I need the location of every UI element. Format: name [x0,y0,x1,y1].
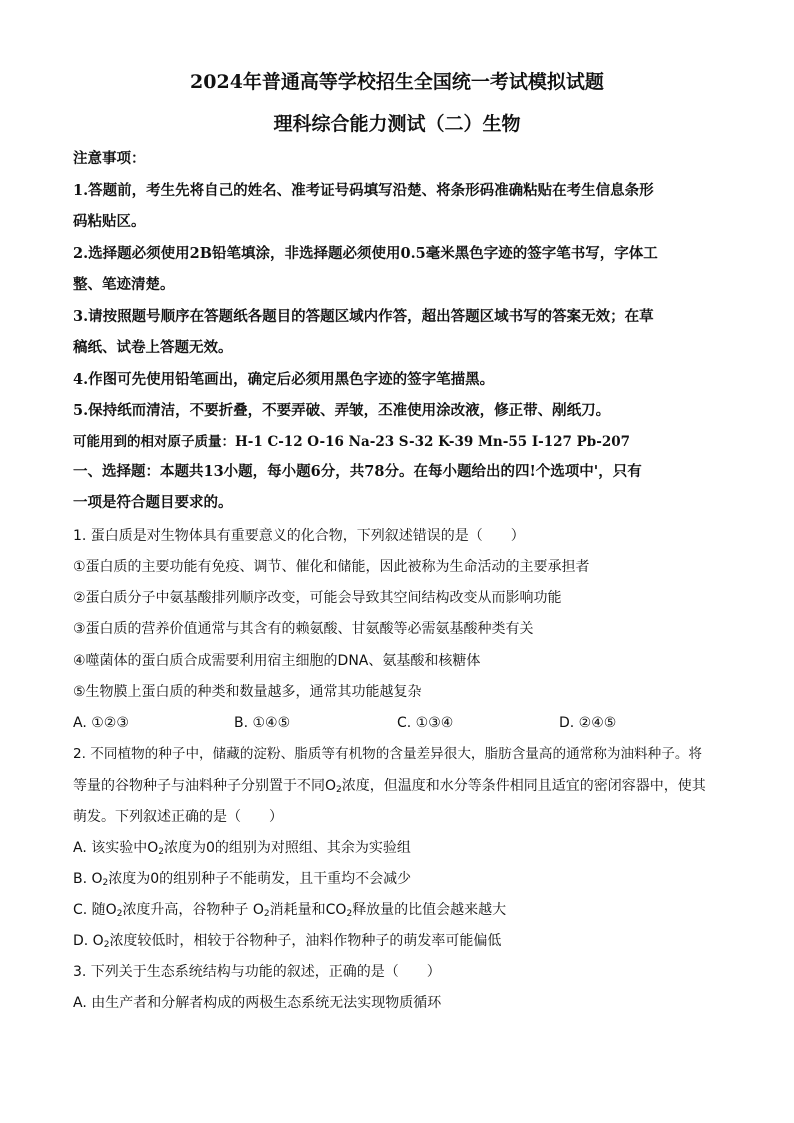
q1-statement-3: ③蛋白质的营养价值通常与其含有的赖氨酸、甘氨酸等必需氨基酸种类有关 [73,621,534,637]
q1-option-a: A. ①②③ [73,715,129,731]
q1-option-b: B. ①④⑤ [234,715,291,731]
notice-item-3b: 稿纸、试卷上答题无效。 [73,339,233,356]
section-heading-2: 一项是符合题目要求的。 [73,494,233,511]
q2-option-c: C. 随$O_2$浓度升高，谷物种子 $O_2$消耗量和$CO_2$释放量的比值会越来越大 [73,902,507,919]
q1-statement-4: ④噬菌体的蛋白质合成需要利用宿主细胞的DNA、氨基酸和核糖体 [73,653,481,669]
exam-subtitle: 理科综合能力测试（二）生物 [273,113,521,135]
q1-statement-2: ②蛋白质分子中氨基酸排列顺序改变，可能会导致其空间结构改变从而影响功能 [73,590,562,606]
notice-item-1b: 码粘贴区。 [73,213,146,230]
q1-option-d: D. ②④⑤ [559,715,617,731]
q1-option-c: C. ①③④ [397,715,454,731]
notice-item-5: 5.保持纸而清洁，不要折叠，不要弄破、弄皱，丕准使用涂改液，修正带、剐纸刀。 [73,402,611,419]
q1-statement-1: ①蛋白质的主要功能有免疫、调节、催化和储能，因此被称为生命活动的主要承担者 [73,559,590,575]
notice-heading: 注意事项： [73,150,146,167]
notice-item-2b: 整、笔迹清楚。 [73,276,175,293]
section-heading-1: 一、选择题：本题共13小题，每小题6分，共78分。在每小题给出的四!个选项中'，只有 [73,463,642,480]
exam-title: 2024年普通高等学校招生全国统一考试模拟试题 [190,71,604,93]
q2-option-a: A. 该实验中$O_2$浓度为0的组别为对照组、其余为实验组 [73,840,411,857]
q3-option-a: A. 由生产者和分解者构成的两极生态系统无法实现物质循环 [73,995,442,1011]
q2-stem-line2: 等量的谷物种子与油料种子分别置于不同$O_2$浓度，但温度和水分等条件相同且适宜的密闭容器中，使其 [73,778,706,795]
q1-stem: 1. 蛋白质是对生物体具有重要意义的化合物，下列叙述错误的是（ ） [73,528,525,544]
q3-stem: 3. 下列关于生态系统结构与功能的叙述，正确的是（ ） [73,964,441,980]
q2-option-d: D. $O_2$浓度较低时，相较于谷物种子，油料作物种子的萌发率可能偏低 [73,933,502,950]
notice-item-2a: 2.选择题必须使用2B铅笔填涂，非选择题必须使用0.5毫米黑色字迹的签字笔书写，字体工 [73,245,658,262]
q2-option-b: B. $O_2$浓度为0的组别种子不能萌发，且干重均不会减少 [73,871,412,888]
notice-item-1a: 1.答题前，考生先将自己的姓名、准考证号码填写沿楚、将条形码准确粘贴在考生信息条形 [73,182,654,199]
q2-stem-line3: 萌发。下列叙述正确的是（ ） [73,809,283,825]
q1-statement-5: ⑤生物膜上蛋白质的种类和数量越多，通常其功能越复杂 [73,684,422,700]
q2-stem-line1: 2. 不同植物的种子中，储藏的淀粉、脂质等有机物的含量差异很大，脂肪含量高的通常称为油料种子。将 [73,746,703,762]
atomic-mass-line: 可能用到的相对原子质量：H-1 C-12 O-16 Na-23 S-32 K-39 Mn-55 I-127 Pb-207 [73,434,630,450]
notice-item-4: 4.作图可先使用铅笔画出，确定后必须用黑色字迹的签字笔描黑。 [73,371,495,388]
notice-item-3a: 3.请按照题号顺序在答题纸各题目的答题区域内作答，超出答题区域书写的答案无效；在草 [73,308,654,325]
